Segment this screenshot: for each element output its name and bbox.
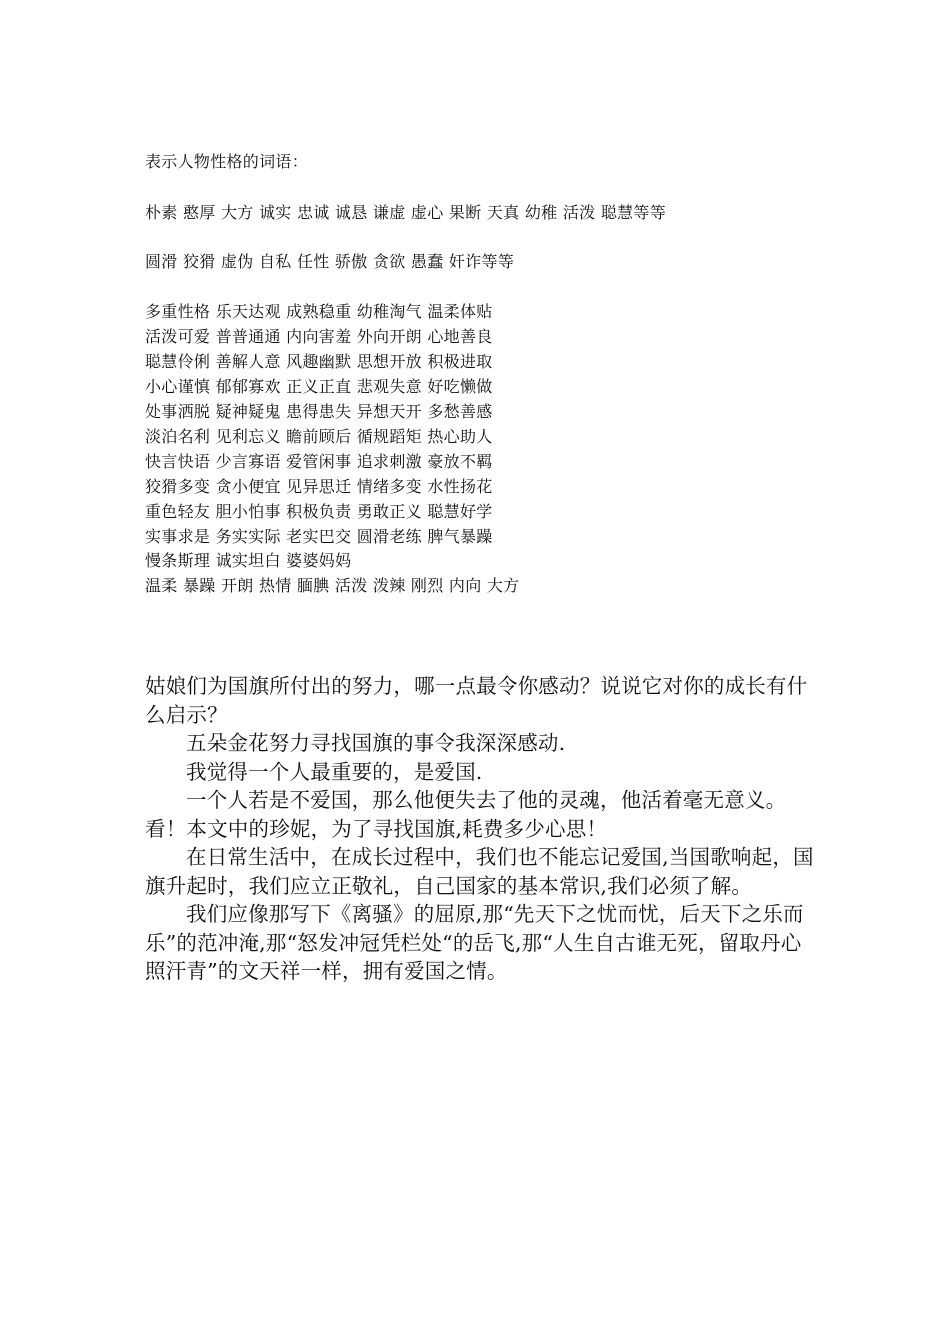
trait-phrase-line: 聪慧伶俐 善解人意 风趣幽默 思想开放 积极进取 [145,352,493,371]
trait-phrase-line: 小心谨慎 郁郁寡欢 正义正直 悲观失意 好吃懒做 [145,377,493,396]
trait-phrase-line: 多重性格 乐天达观 成熟稳重 幼稚淘气 温柔体贴 [145,302,493,321]
essay-paragraph: 一个人若是不爱国，那么他便失去了他的灵魂，他活着毫无意义。看！本文中的珍妮，为了寻找国旗,耗费多少心思！ [145,788,787,841]
positive-traits-line: 朴素 憨厚 大方 诚实 忠诚 诚恳 谦虚 虚心 果断 天真 幼稚 活泼 聪慧等等 [145,203,667,222]
essay-paragraph: 我觉得一个人最重要的，是爱国. [186,759,483,784]
trait-phrase-line: 处事洒脱 疑神疑鬼 患得患失 异想天开 多愁善感 [145,402,493,421]
trait-phrase-line: 活泼可爱 普普通通 内向害羞 外向开朗 心地善良 [145,327,493,346]
trait-phrase-line: 温柔 暴躁 开朗 热情 腼腆 活泼 泼辣 刚烈 内向 大方 [145,576,520,595]
essay-paragraph: 在日常生活中，在成长过程中，我们也不能忘记爱国,当国歌响起，国旗升起时，我们应立正敬礼，自己国家的基本常识,我们必须了解。 [145,845,814,898]
negative-traits-line: 圆滑 狡猾 虚伪 自私 任性 骄傲 贪欲 愚蠢 奸诈等等 [145,252,515,271]
trait-phrase-line: 重色轻友 胆小怕事 积极负责 勇敢正义 聪慧好学 [145,502,493,521]
trait-phrase-line: 淡泊名利 见利忘义 瞻前顾后 循规蹈矩 热心助人 [145,427,493,446]
essay-section [145,672,817,986]
trait-phrase-line: 实事求是 务实实际 老实巴交 圆滑老练 脾气暴躁 [145,527,493,546]
trait-phrase-line: 快言快语 少言寡语 爱管闲事 追求刺激 豪放不羁 [145,452,493,471]
essay-question: 姑娘们为国旗所付出的努力，哪一点最令你感动？说说它对你的成长有什么启示？ [145,674,808,727]
vocabulary-heading: 表示人物性格的词语： [145,152,309,171]
essay-paragraph: 五朵金花努力寻找国旗的事令我深深感动. [186,731,566,755]
trait-phrase-line: 慢条斯理 诚实坦白 婆婆妈妈 [145,551,352,570]
trait-phrase-line: 狡猾多变 贪小便宜 见异思迁 情绪多变 水性扬花 [145,477,493,496]
essay-paragraph: 我们应像那写下《离骚》的屈原,那“先天下之忧而忧，后天下之乐而乐”的范冲淹,那“怒发冲冠凭栏处“的岳飞,那“人生自古谁无死，留取丹心照汗青”的文天祥一样，拥有爱国之情。 [145,902,804,983]
